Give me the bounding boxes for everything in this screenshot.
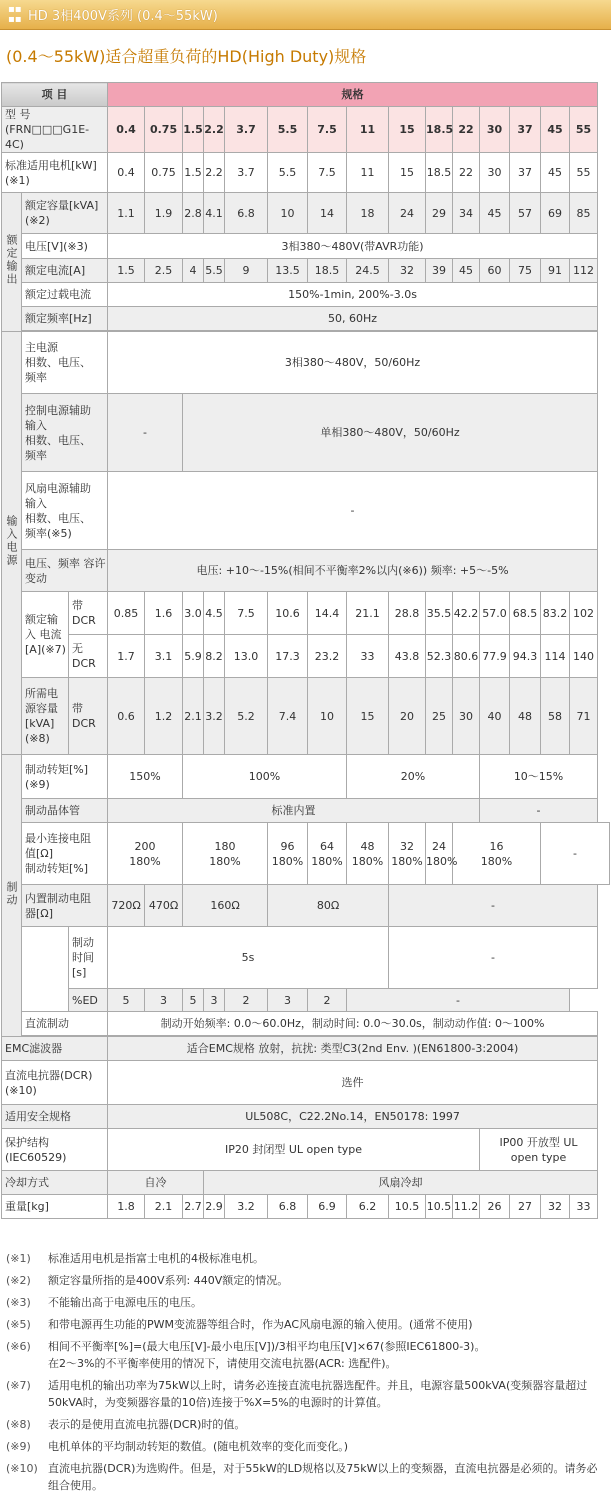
without_dcr_values-cell: 94.3 [510,635,541,678]
capacity-cell: 10 [268,193,308,234]
current-row [2,259,610,283]
weight-cell: 33 [570,1195,598,1219]
req_capacity_values-cell: 1.2 [145,678,183,755]
motor-label: 标准适用电机[kW] (※1) [2,153,108,193]
req-capacity-label: 所需电 源容量 [kVA] (※8) [22,678,69,755]
motor-cell: 30 [480,153,510,193]
voltage-value: 3相380～480V(带AVR功能) [108,234,598,259]
capacity-cell: 34 [453,193,480,234]
variation-label: 电压、频率 容许变动 [22,550,108,592]
current-cell: 18.5 [308,259,347,283]
braketime-5s: 5s [108,927,389,989]
minres-24: 24 180% [426,823,453,885]
capacity-cell: 69 [541,193,570,234]
footnote [6,1294,606,1311]
intres-80: 80Ω [268,885,389,927]
ed-dash: - [347,989,570,1012]
footnote-mark: (※9) [6,1440,31,1453]
footnote [6,1250,606,1267]
motor-cell: 18.5 [426,153,453,193]
current-cell: 13.5 [268,259,308,283]
with_dcr_values-cell: 35.5 [426,592,453,635]
transistor-std: 标准内置 [108,799,480,823]
models-cell: 7.5 [308,107,347,153]
footnote-mark: (※1) [6,1252,31,1265]
footnote [6,1377,606,1411]
motor-cell: 3.7 [225,153,268,193]
protect-ip00: IP00 开放型 UL open type [480,1129,598,1171]
motor-cell: 37 [510,153,541,193]
without-dcr-label: 无 DCR [69,635,108,678]
req-capacity-row [2,678,610,755]
torque-20: 20% [347,755,480,799]
req_capacity_values-cell: 40 [480,678,510,755]
without_dcr_values-cell: 13.0 [225,635,268,678]
motor-cell: 0.75 [145,153,183,193]
minres-200: 200 180% [108,823,183,885]
with_dcr_values-cell: 42.2 [453,592,480,635]
protect-ip20: IP20 封闭型 UL open type [108,1129,480,1171]
cooling-fan: 风扇冷却 [204,1171,598,1195]
footnote-text: 表示的是使用直流电抗器(DCR)时的值。 [48,1418,246,1431]
weight-cell: 6.9 [308,1195,347,1219]
motor-cell: 0.4 [108,153,145,193]
footnote-text: 相间不平衡率[%]=(最大电压[V]-最小电压[V])/3相平均电压[V]×67(参照IEC61800-3)。 在2～3%的不平衡率使用的情况下，请使用交流电抗器(ACR: 选配件)。 [48,1340,486,1370]
with_dcr_values-cell: 28.8 [389,592,426,635]
overload-label: 额定过载电流 [22,283,108,307]
models-cell: 0.4 [108,107,145,153]
header-item: 项 目 [2,83,108,107]
intres-blank [22,927,69,1012]
brake-section: 制动 [2,755,22,1037]
model-label: 型 号 (FRN□□□G1E-4C) [2,107,108,153]
footnote [6,1460,606,1494]
footnote-text: 和带电源再生功能的PWM变流器等组合时，作为AC风扇电源的输入使用。(通常不使用) [48,1318,473,1331]
with_dcr_values-cell: 14.4 [308,592,347,635]
req-capacity-dcr: 带 DCR [69,678,108,755]
capacity-cell: 4.1 [204,193,225,234]
protect-label: 保护结构 (IEC60529) [2,1129,108,1171]
ctrl-power-value: 单相380～480V，50/60Hz [183,394,598,472]
motor-cell: 5.5 [268,153,308,193]
braketime-dash: - [389,927,598,989]
footnote-text: 电机单体的平均制动转矩的数值。(随电机效率的变化而变化。) [48,1440,349,1453]
weight-cell: 26 [480,1195,510,1219]
current-cell: 1.5 [108,259,145,283]
capacity-cell: 1.1 [108,193,145,234]
without_dcr_values-cell: 1.7 [108,635,145,678]
current-cell: 4 [183,259,204,283]
ed-v3: 5 [183,989,204,1012]
without_dcr_values-cell: 43.8 [389,635,426,678]
freq-label: 额定频率[Hz] [22,307,108,331]
weight-cell: 6.2 [347,1195,389,1219]
with_dcr_values-cell: 0.85 [108,592,145,635]
capacity-cell: 24 [389,193,426,234]
motor-cell: 2.2 [204,153,225,193]
dcr-label: 直流电抗器(DCR) (※10) [2,1061,108,1105]
current-cell: 60 [480,259,510,283]
capacity-row [2,193,610,234]
without_dcr_values-cell: 8.2 [204,635,225,678]
current-label: 额定电流[A] [22,259,108,283]
weight-label: 重量[kg] [2,1195,108,1219]
motor-cell: 22 [453,153,480,193]
motor-cell: 1.5 [183,153,204,193]
input-section: 输入电源 [2,332,22,755]
req_capacity_values-cell: 3.2 [204,678,225,755]
req_capacity_values-cell: 2.1 [183,678,204,755]
req_capacity_values-cell: 48 [510,678,541,755]
torque-label: 制动转矩[%] (※9) [22,755,108,799]
models-cell: 55 [570,107,598,153]
footnote-mark: (※6) [6,1340,31,1353]
capacity-cell: 1.9 [145,193,183,234]
main-power-value: 3相380～480V，50/60Hz [108,332,598,394]
req_capacity_values-cell: 20 [389,678,426,755]
motor-cell: 7.5 [308,153,347,193]
overload-value: 150%-1min, 200%-3.0s [108,283,598,307]
minres-dash: - [541,823,610,885]
intres-160: 160Ω [183,885,268,927]
models-cell: 2.2 [204,107,225,153]
weight-cell: 11.2 [453,1195,480,1219]
without_dcr_values-cell: 3.1 [145,635,183,678]
minres-label: 最小连接电阻 值[Ω] 制动转矩[%] [22,823,108,885]
models-cell: 45 [541,107,570,153]
footnote-text: 标准适用电机是指富士电机的4极标准电机。 [48,1252,264,1265]
models-cell: 22 [453,107,480,153]
fan-power-value: - [108,472,598,550]
weight-cell: 6.8 [268,1195,308,1219]
current-cell: 39 [426,259,453,283]
footnote-mark: (※7) [6,1379,31,1392]
model-row [2,107,610,153]
safety-value: UL508C，C22.2No.14，EN50178: 1997 [108,1105,598,1129]
ed-v4: 3 [204,989,225,1012]
current-cell: 32 [389,259,426,283]
in-current-label: 额定输 入 电流 [A](※7) [22,592,69,678]
req_capacity_values-cell: 7.4 [268,678,308,755]
ed-v2: 3 [145,989,183,1012]
weight-cell: 27 [510,1195,541,1219]
weight-cell: 32 [541,1195,570,1219]
main-power-label: 主电源 相数、电压、 频率 [22,332,108,394]
output-section: 额定输出 [2,193,22,332]
header-spec: 规格 [108,83,598,107]
weight-cell: 10.5 [426,1195,453,1219]
emc-value: 适合EMC规格 放射，抗扰: 类型C3(2nd Env. )(EN61800-3:2004) [108,1037,598,1061]
with_dcr_values-cell: 7.5 [225,592,268,635]
intres-label: 内置制动电阻 器[Ω] [22,885,108,927]
intres-470: 470Ω [145,885,183,927]
without_dcr_values-cell: 114 [541,635,570,678]
minres-96: 96 180% [268,823,308,885]
footnote-mark: (※3) [6,1296,31,1309]
req_capacity_values-cell: 71 [570,678,598,755]
models-cell: 18.5 [426,107,453,153]
with-dcr-label: 带 DCR [69,592,108,635]
footnote-mark: (※10) [6,1462,38,1475]
with_dcr_values-cell: 1.6 [145,592,183,635]
transistor-dash: - [480,799,598,823]
capacity-cell: 85 [570,193,598,234]
models-cell: 37 [510,107,541,153]
weight-cell: 10.5 [389,1195,426,1219]
capacity-cell: 14 [308,193,347,234]
footnote-text: 不能输出高于电源电压的电压。 [48,1296,202,1309]
with_dcr_values-cell: 68.5 [510,592,541,635]
cooling-natural: 自冷 [108,1171,204,1195]
ed-v5: 2 [225,989,268,1012]
ed-v6: 3 [268,989,308,1012]
without_dcr_values-cell: 23.2 [308,635,347,678]
weight-cell: 1.8 [108,1195,145,1219]
footnote [6,1338,606,1372]
footnote [6,1316,606,1333]
section-banner [0,0,611,30]
footnote-text: 适用电机的输出功率为75kW以上时，请务必连接直流电抗器选配件。并且，电源容量500kVA(变频器容量超过50kVA时，为变频器容量的10倍)连接于%X=5%的电源时的计算值。 [48,1379,588,1409]
minres-48: 48 180% [347,823,389,885]
minres-180: 180 180% [183,823,268,885]
models-cell: 1.5 [183,107,204,153]
grid-bullet-icon: ▪▪ ▪▪ [8,3,22,25]
current-cell: 24.5 [347,259,389,283]
without_dcr_values-cell: 17.3 [268,635,308,678]
weight-row [2,1195,610,1219]
motor-cell: 55 [570,153,598,193]
capacity-cell: 2.8 [183,193,204,234]
torque-100: 100% [183,755,347,799]
capacity-cell: 29 [426,193,453,234]
req_capacity_values-cell: 0.6 [108,678,145,755]
with_dcr_values-cell: 102 [570,592,598,635]
with_dcr_values-cell: 3.0 [183,592,204,635]
transistor-label: 制动晶体管 [22,799,108,823]
fan-power-label: 风扇电源辅助 输入 相数、电压、 频率(※5) [22,472,108,550]
footnote-text: 直流电抗器(DCR)为选购件。但是，对于55kW的LD规格以及75kW以上的变频器，直流电抗器是必须的。请务必组合使用。 [48,1462,598,1492]
braketime-label: 制动 时间 [s] [69,927,108,989]
emc-label: EMC滤波器 [2,1037,108,1061]
current-cell: 45 [453,259,480,283]
minres-32: 32 180% [389,823,426,885]
current-cell: 5.5 [204,259,225,283]
req_capacity_values-cell: 25 [426,678,453,755]
footnote-text: 额定容量所指的是400V系列: 440V额定的情况。 [48,1274,289,1287]
with_dcr_values-cell: 83.2 [541,592,570,635]
motor-cell: 11 [347,153,389,193]
footnote-mark: (※2) [6,1274,31,1287]
models-cell: 5.5 [268,107,308,153]
ed-v7: 2 [308,989,347,1012]
models-cell: 11 [347,107,389,153]
freq-value: 50, 60Hz [108,307,598,331]
motor-cell: 15 [389,153,426,193]
current-cell: 75 [510,259,541,283]
without_dcr_values-cell: 52.3 [426,635,453,678]
with-dcr-row [2,592,610,635]
without-dcr-row [2,635,610,678]
spec-table [1,82,610,1219]
ctrl-power-dash: - [108,394,183,472]
without_dcr_values-cell: 77.9 [480,635,510,678]
with_dcr_values-cell: 10.6 [268,592,308,635]
footnote [6,1272,606,1289]
models-cell: 3.7 [225,107,268,153]
ed-v1: 5 [108,989,145,1012]
weight-cell: 2.1 [145,1195,183,1219]
with_dcr_values-cell: 4.5 [204,592,225,635]
without_dcr_values-cell: 5.9 [183,635,204,678]
weight-cell: 2.9 [204,1195,225,1219]
intres-dash: - [389,885,598,927]
capacity-label: 额定容量[kVA] (※2) [22,193,108,234]
footnote-mark: (※8) [6,1418,31,1431]
voltage-label: 电压[V](※3) [22,234,108,259]
torque-150: 150% [108,755,183,799]
motor-row [2,153,610,193]
banner-title: HD 3相400V系列 (0.4～55kW) [28,9,218,24]
ctrl-power-label: 控制电源辅助 输入 相数、电压、 频率 [22,394,108,472]
req_capacity_values-cell: 10 [308,678,347,755]
capacity-cell: 57 [510,193,541,234]
capacity-cell: 45 [480,193,510,234]
req_capacity_values-cell: 58 [541,678,570,755]
cooling-label: 冷却方式 [2,1171,108,1195]
current-cell: 9 [225,259,268,283]
footnote [6,1438,606,1455]
motor-cell: 45 [541,153,570,193]
variation-value: 电压: +10～-15%(相间不平衡率2%以内(※6)) 频率: +5～-5% [108,550,598,592]
without_dcr_values-cell: 140 [570,635,598,678]
models-cell: 30 [480,107,510,153]
models-cell: 0.75 [145,107,183,153]
dcbrake-label: 直流制动 [22,1012,108,1036]
req_capacity_values-cell: 15 [347,678,389,755]
weight-cell: 3.2 [225,1195,268,1219]
req_capacity_values-cell: 5.2 [225,678,268,755]
intres-720: 720Ω [108,885,145,927]
without_dcr_values-cell: 33 [347,635,389,678]
current-cell: 2.5 [145,259,183,283]
page-subtitle: (0.4～55kW)适合超重负荷的HD(High Duty)规格 [6,47,367,66]
torque-10-15: 10～15% [480,755,598,799]
capacity-cell: 6.8 [225,193,268,234]
minres-64: 64 180% [308,823,347,885]
dcbrake-value: 制动开始频率: 0.0～60.0Hz，制动时间: 0.0～30.0s，制动动作值: 0～100% [108,1012,598,1036]
notes-list [6,1250,606,1499]
current-cell: 91 [541,259,570,283]
weight-cell: 2.7 [183,1195,204,1219]
capacity-cell: 18 [347,193,389,234]
safety-label: 适用安全规格 [2,1105,108,1129]
minres-16: 16 180% [453,823,541,885]
without_dcr_values-cell: 80.6 [453,635,480,678]
current-cell: 112 [570,259,598,283]
req_capacity_values-cell: 30 [453,678,480,755]
footnote-mark: (※5) [6,1318,31,1331]
models-cell: 15 [389,107,426,153]
dcr-value: 选件 [108,1061,598,1105]
with_dcr_values-cell: 21.1 [347,592,389,635]
ed-label: %ED [69,989,108,1012]
footnote [6,1416,606,1433]
with_dcr_values-cell: 57.0 [480,592,510,635]
